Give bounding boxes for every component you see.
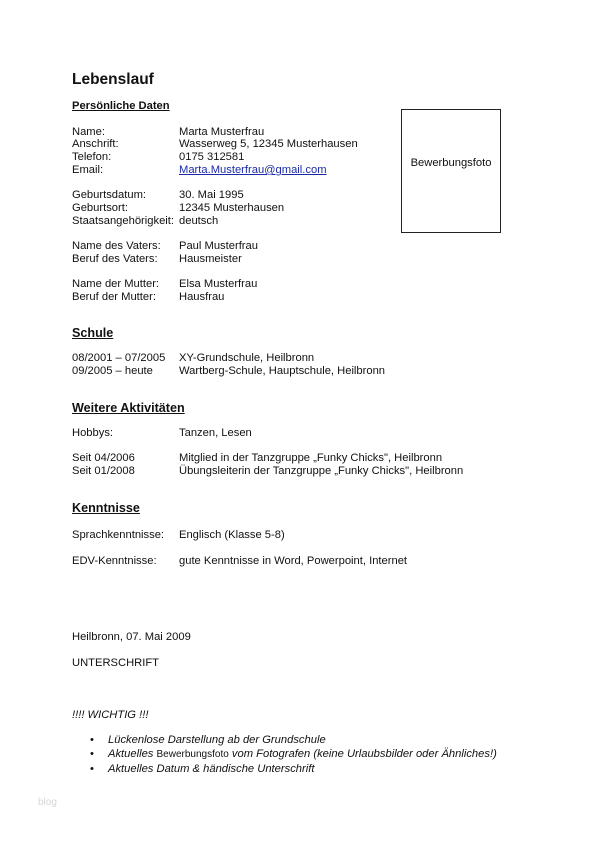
field-label: Beruf des Vaters: [72, 253, 158, 265]
school-heading: Schule [72, 326, 114, 340]
activity-value: Tanzen, Lesen [179, 427, 252, 439]
school-period: 09/2005 – heute [72, 365, 153, 377]
skill-value: Englisch (Klasse 5-8) [179, 529, 285, 541]
page-title: Lebenslauf [72, 71, 154, 88]
personal-data-heading: Persönliche Daten [72, 100, 170, 112]
field-label: Staatsangehörigkeit: [72, 215, 174, 227]
photo-placeholder [401, 109, 501, 233]
skills-heading: Kenntnisse [72, 501, 140, 515]
bullet-text: Aktuelles Datum & händische Unterschrift [108, 763, 315, 776]
skill-label: Sprachkenntnisse: [72, 529, 165, 541]
field-value: Hausmeister [179, 253, 242, 265]
field-value: 0175 312581 [179, 151, 245, 163]
school-value: XY-Grundschule, Heilbronn [179, 352, 315, 364]
field-value: deutsch [179, 215, 219, 227]
list-item [90, 733, 497, 747]
bullet-text: Aktuelles [108, 748, 157, 761]
activity-value: Übungsleiterin der Tanzgruppe „Funky Chicks", Heilbronn [179, 465, 464, 477]
field-value: Paul Musterfrau [179, 240, 258, 252]
field-value: Hausfrau [179, 291, 225, 303]
email-link[interactable]: Marta.Musterfrau@gmail.com [179, 164, 327, 176]
field-value: Wasserweg 5, 12345 Musterhausen [179, 138, 358, 150]
list-item [90, 747, 497, 762]
activity-value: Mitglied in der Tanzgruppe „Funky Chicks", Heilbronn [179, 452, 443, 464]
field-label: Name der Mutter: [72, 278, 160, 290]
field-label: Email: [72, 164, 104, 176]
activity-label: Seit 04/2006 [72, 452, 135, 464]
photo-label: Bewerbungsfoto [410, 157, 492, 169]
field-value: 30. Mai 1995 [179, 189, 244, 201]
field-value: Elsa Musterfrau [179, 278, 258, 290]
signature: UNTERSCHRIFT [72, 657, 160, 669]
important-list [90, 733, 497, 777]
school-period: 08/2001 – 07/2005 [72, 352, 166, 364]
field-label: Geburtsort: [72, 202, 128, 214]
field-label: Beruf der Mutter: [72, 291, 156, 303]
field-label: Geburtsdatum: [72, 189, 146, 201]
skill-value: gute Kenntnisse in Word, Powerpoint, Internet [179, 555, 408, 567]
bullet-text-plain: Bewerbungsfoto [156, 749, 229, 761]
list-item [90, 762, 497, 776]
bullet-text: vom Fotografen (keine Urlaubsbilder oder Ähnliches!) [228, 748, 497, 761]
important-heading: !!!! WICHTIG !!! [72, 709, 149, 721]
field-label: Name des Vaters: [72, 240, 161, 252]
skill-label: EDV-Kenntnisse: [72, 555, 157, 567]
activities-heading: Weitere Aktivitäten [72, 401, 185, 415]
field-label: Name: [72, 126, 105, 138]
activity-label: Hobbys: [72, 427, 114, 439]
place-date: Heilbronn, 07. Mai 2009 [72, 631, 191, 643]
activity-label: Seit 01/2008 [72, 465, 135, 477]
field-label: Anschrift: [72, 138, 119, 150]
bullet-text: Lückenlose Darstellung ab der Grundschule [108, 734, 326, 746]
watermark: blog [38, 797, 57, 808]
school-value: Wartberg-Schule, Hauptschule, Heilbronn [179, 365, 386, 377]
field-value: Marta Musterfrau [179, 126, 265, 138]
field-label: Telefon: [72, 151, 112, 163]
field-value: 12345 Musterhausen [179, 202, 285, 214]
